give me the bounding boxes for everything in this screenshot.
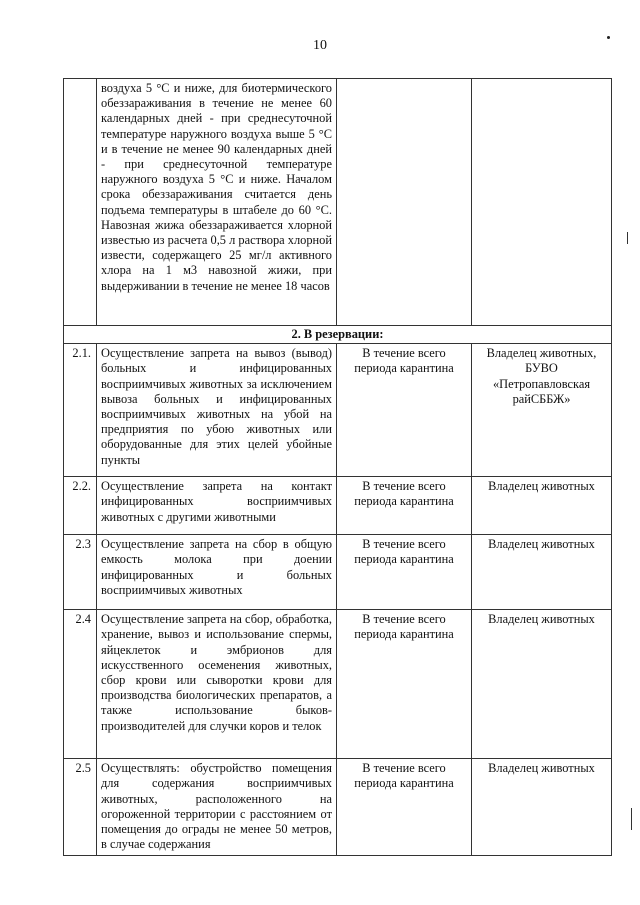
term-text: В течение всего периода карантина — [337, 535, 472, 610]
term-text: В течение всего периода карантина — [337, 610, 472, 759]
section-row — [64, 326, 612, 344]
responsible-text: Владелец животных — [472, 610, 612, 759]
table-row — [64, 535, 612, 610]
scan-edge-mark — [627, 232, 628, 244]
measure-text: Осуществление запрета на контакт инфицированных восприимчивых животных с другими животными — [97, 477, 337, 535]
row-number: 2.5 — [64, 759, 97, 856]
measure-text: Осуществление запрета на сбор в общую емкость молока при доении инфицированных и больных восприимчивых животных — [97, 535, 337, 610]
table-row — [64, 610, 612, 759]
measure-text: Осуществление запрета на вывоз (вывод) больных и инфицированных восприимчивых животных за исключением вывоза больных и инфицированных восприимчивых животных на убой на предприятия по убою животных или оборудованные для этих целей убойные пункты — [97, 344, 337, 477]
section-title: 2. В резервации: — [64, 326, 612, 344]
row-number-cell — [64, 79, 97, 326]
scan-speck — [607, 36, 610, 39]
term-text: В течение всего периода карантина — [337, 344, 472, 477]
term-text: В течение всего периода карантина — [337, 477, 472, 535]
table-row — [64, 759, 612, 856]
table-row — [64, 477, 612, 535]
term-text: В течение всего периода карантина — [337, 759, 472, 856]
measure-text: Осуществление запрета на сбор, обработка, хранение, вывоз и использование спермы, яйцеклеток и эмбрионов для искусственного осеменения животных, сбор крови или сыворотки крови для производства биологических препаратов, а также использование быков-производителей для случки коров и телок — [97, 610, 337, 759]
quarantine-measures-table — [63, 78, 612, 856]
row-number: 2.2. — [64, 477, 97, 535]
measure-text: воздуха 5 °С и ниже, для биотермического обеззараживания в течение не менее 60 календарных дней - при среднесуточной температуре наружного воздуха выше 5 °С и в течение не менее 90 календарных дней - при среднесуточной температуре наружного воздуха 5 °С и ниже. Началом срока обеззараживания считается день подъема температуры в штабеле до 60 °С. Навозная жижа обеззараживается хлорной известью из расчета 0,5 л раствора хлорной извести, содержащего 25 мг/л активного хлора на 1 м3 навозной жижи, при выдерживании в течение не менее 18 часов — [97, 79, 337, 326]
row-number: 2.3 — [64, 535, 97, 610]
table-row — [64, 344, 612, 477]
page-number: 10 — [313, 38, 327, 53]
responsible-text: Владелец животных — [472, 535, 612, 610]
scan-edge-mark — [631, 808, 632, 830]
row-number: 2.1. — [64, 344, 97, 477]
responsible-text: Владелец животных — [472, 759, 612, 856]
row-number: 2.4 — [64, 610, 97, 759]
responsible-text: Владелец животных — [472, 477, 612, 535]
table-row — [64, 79, 612, 326]
measure-text: Осуществлять: обустройство помещения для содержания восприимчивых животных, расположенного на огороженной территории с расстоянием от помещения до ограды не менее 50 метров, в случае содержания — [97, 759, 337, 856]
term-cell — [337, 79, 472, 326]
responsible-cell — [472, 79, 612, 326]
responsible-text: Владелец животных, БУВО «Петропавловская райСББЖ» — [472, 344, 612, 477]
